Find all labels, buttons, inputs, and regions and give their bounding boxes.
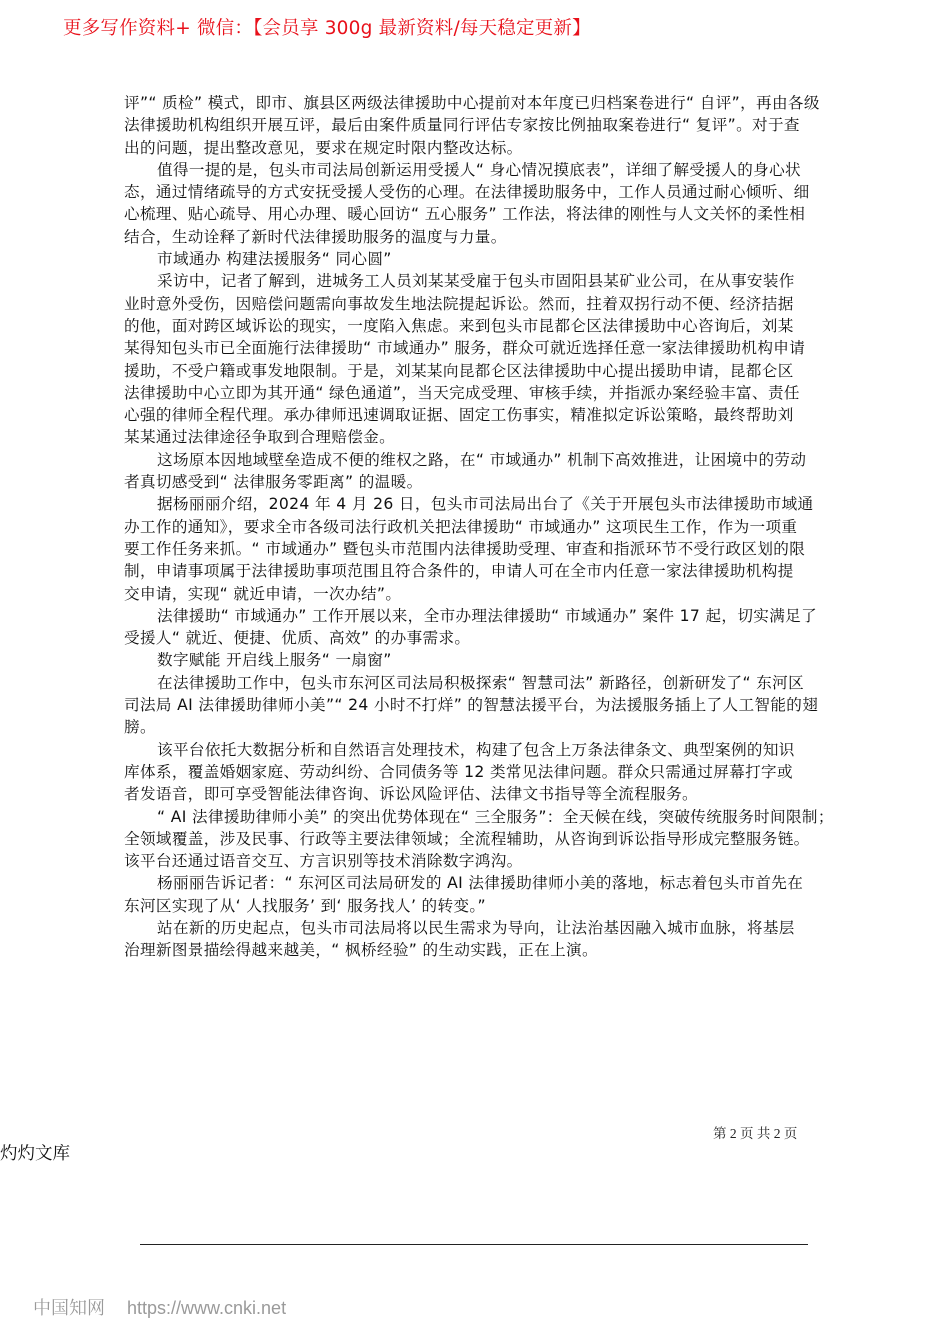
- cnki-name: 中国知网: [33, 1298, 105, 1318]
- text-line: 据杨丽丽介绍，2024 年 4 月 26 日，包头市司法局出台了《关于开展包头市法律援助市域通: [157, 495, 814, 514]
- text-line: 膀。: [124, 718, 156, 737]
- text-line: 某某通过法律途径争取到合理赔偿金。: [124, 428, 396, 447]
- text-line: 交申请，实现“ 就近申请，一次办结”。: [124, 584, 402, 603]
- cnki-footer: [33, 1294, 286, 1320]
- text-line: 法律援助机构组织开展互评，最后由案件质量同行评估专家按比例抽取案卷进行“ 复评”。对于查: [124, 116, 800, 135]
- text-line: 的他，面对跨区域诉讼的现实，一度陷入焦虑。来到包头市昆都仑区法律援助中心咨询后，刘某: [124, 316, 794, 335]
- text-line: 评”“ 质检” 模式，即市、旗县区两级法律援助中心提前对本年度已归档案卷进行“ 自评”，再由各级: [124, 94, 820, 112]
- text-line: 司法局 AI 法律援助律师小美”“ 24 小时不打烊” 的智慧法援平台，为法援服务插上了人工智能的翅: [124, 696, 819, 715]
- text-line: 者真切感受到“ 法律服务零距离” 的温暖。: [124, 473, 423, 492]
- text-line: 受援人“ 就近、便捷、优质、高效” 的办事需求。: [124, 629, 471, 648]
- document-body: [124, 92, 844, 962]
- text-line: 该平台还通过语音交互、方言识别等技术消除数字鸿沟。: [124, 852, 523, 871]
- text-line: 东河区实现了从‘ 人找服务’ 到‘ 服务找人’ 的转变。”: [124, 896, 486, 915]
- text-line: 制，申请事项属于法律援助事项范围且符合条件的，申请人可在全市内任意一家法律援助机构提: [124, 562, 794, 581]
- text-line: 全领域覆盖，涉及民事、行政等主要法律领域；全流程辅助，从咨询到诉讼指导形成完整服务链。: [124, 829, 810, 848]
- text-line: 市域通办 构建法援服务“ 同心圆”: [157, 250, 392, 269]
- text-line: 数字赋能 开启线上服务“ 一扇窗”: [157, 651, 392, 670]
- text-line: 办工作的通知》，要求全市各级司法行政机关把法律援助“ 市域通办” 这项民生工作，作为一项重: [124, 517, 798, 536]
- brand-watermark: 灼灼文库: [0, 1144, 70, 1164]
- text-line: 在法律援助工作中，包头市东河区司法局积极探索“ 智慧司法” 新路径，创新研发了“ 东河区: [157, 673, 805, 692]
- text-line: 心梳理、贴心疏导、用心办理、暖心回访“ 五心服务” 工作法，将法律的刚性与人文关怀的柔性相: [124, 205, 806, 224]
- text-line: 治理新图景描绘得越来越美，“ 枫桥经验” 的生动实践，正在上演。: [124, 941, 598, 960]
- text-line: 者发语音，即可享受智能法律咨询、诉讼风险评估、法律文书指导等全流程服务。: [124, 785, 698, 804]
- text-line: 出的问题，提出整改意见，要求在规定时限内整改达标。: [124, 138, 523, 157]
- text-line: 态，通过情绪疏导的方式安抚受援人受伤的心理。在法律援助服务中，工作人员通过耐心倾听、细: [124, 183, 810, 202]
- promo-banner: 更多写作资料+ 微信：【会员享 300g 最新资料/每天稳定更新】: [63, 18, 591, 39]
- text-line: 值得一提的是，包头市司法局创新运用受援人“ 身心情况摸底表”，详细了解受援人的身心状: [157, 160, 801, 179]
- text-line: “ AI 法律援助律师小美” 的突出优势体现在“ 三全服务”：全天候在线，突破传统服务时间限制；: [157, 807, 834, 826]
- text-line: 法律援助中心立即为其开通“ 绿色通道”，当天完成受理、审核手续，并指派办案经验丰富、责任: [124, 383, 800, 402]
- text-line: 杨丽丽告诉记者：“ 东河区司法局研发的 AI 法律援助律师小美的落地，标志着包头市首先在: [157, 874, 804, 893]
- text-line: 站在新的历史起点，包头市司法局将以民生需求为导向，让法治基因融入城市血脉，将基层: [157, 918, 795, 937]
- page-number: 第 2 页 共 2 页: [713, 1126, 798, 1141]
- text-line: 这场原本因地域壁垒造成不便的维权之路，在“ 市域通办” 机制下高效推进，让困境中的劳动: [157, 450, 807, 469]
- text-line: 法律援助“ 市域通办” 工作开展以来，全市办理法律援助“ 市域通办” 案件 17 起，切实满足了: [157, 606, 818, 625]
- text-line: 采访中，记者了解到，进城务工人员刘某某受雇于包头市固阳县某矿业公司，在从事安装作: [157, 272, 795, 291]
- text-line: 业时意外受伤，因赔偿问题需向事故发生地法院提起诉讼。然而，拄着双拐行动不便、经济拮据: [124, 294, 794, 313]
- text-line: 援助，不受户籍或事发地限制。于是，刘某某向昆都仑区法律援助中心提出援助申请，昆都仑区: [124, 361, 794, 380]
- text-line: 库体系，覆盖婚姻家庭、劳动纠纷、合同债务等 12 类常见法律问题。群众只需通过屏幕打字或: [124, 762, 793, 781]
- text-line: 要工作任务来抓。“ 市域通办” 暨包头市范围内法律援助受理、审查和指派环节不受行政区划的限: [124, 539, 806, 558]
- text-line: 某得知包头市已全面施行法律援助“ 市域通办” 服务，群众可就近选择任意一家法律援助机构申请: [124, 339, 806, 358]
- footer-divider: [140, 1244, 808, 1245]
- cnki-url[interactable]: https://www.cnki.net: [127, 1298, 287, 1318]
- text-line: 结合，生动诠释了新时代法律援助服务的温度与力量。: [124, 227, 507, 246]
- text-line: 心强的律师全程代理。承办律师迅速调取证据、固定工伤事实，精准拟定诉讼策略，最终帮助刘: [124, 406, 794, 425]
- text-line: 该平台依托大数据分析和自然语言处理技术，构建了包含上万条法律条文、典型案例的知识: [157, 740, 795, 759]
